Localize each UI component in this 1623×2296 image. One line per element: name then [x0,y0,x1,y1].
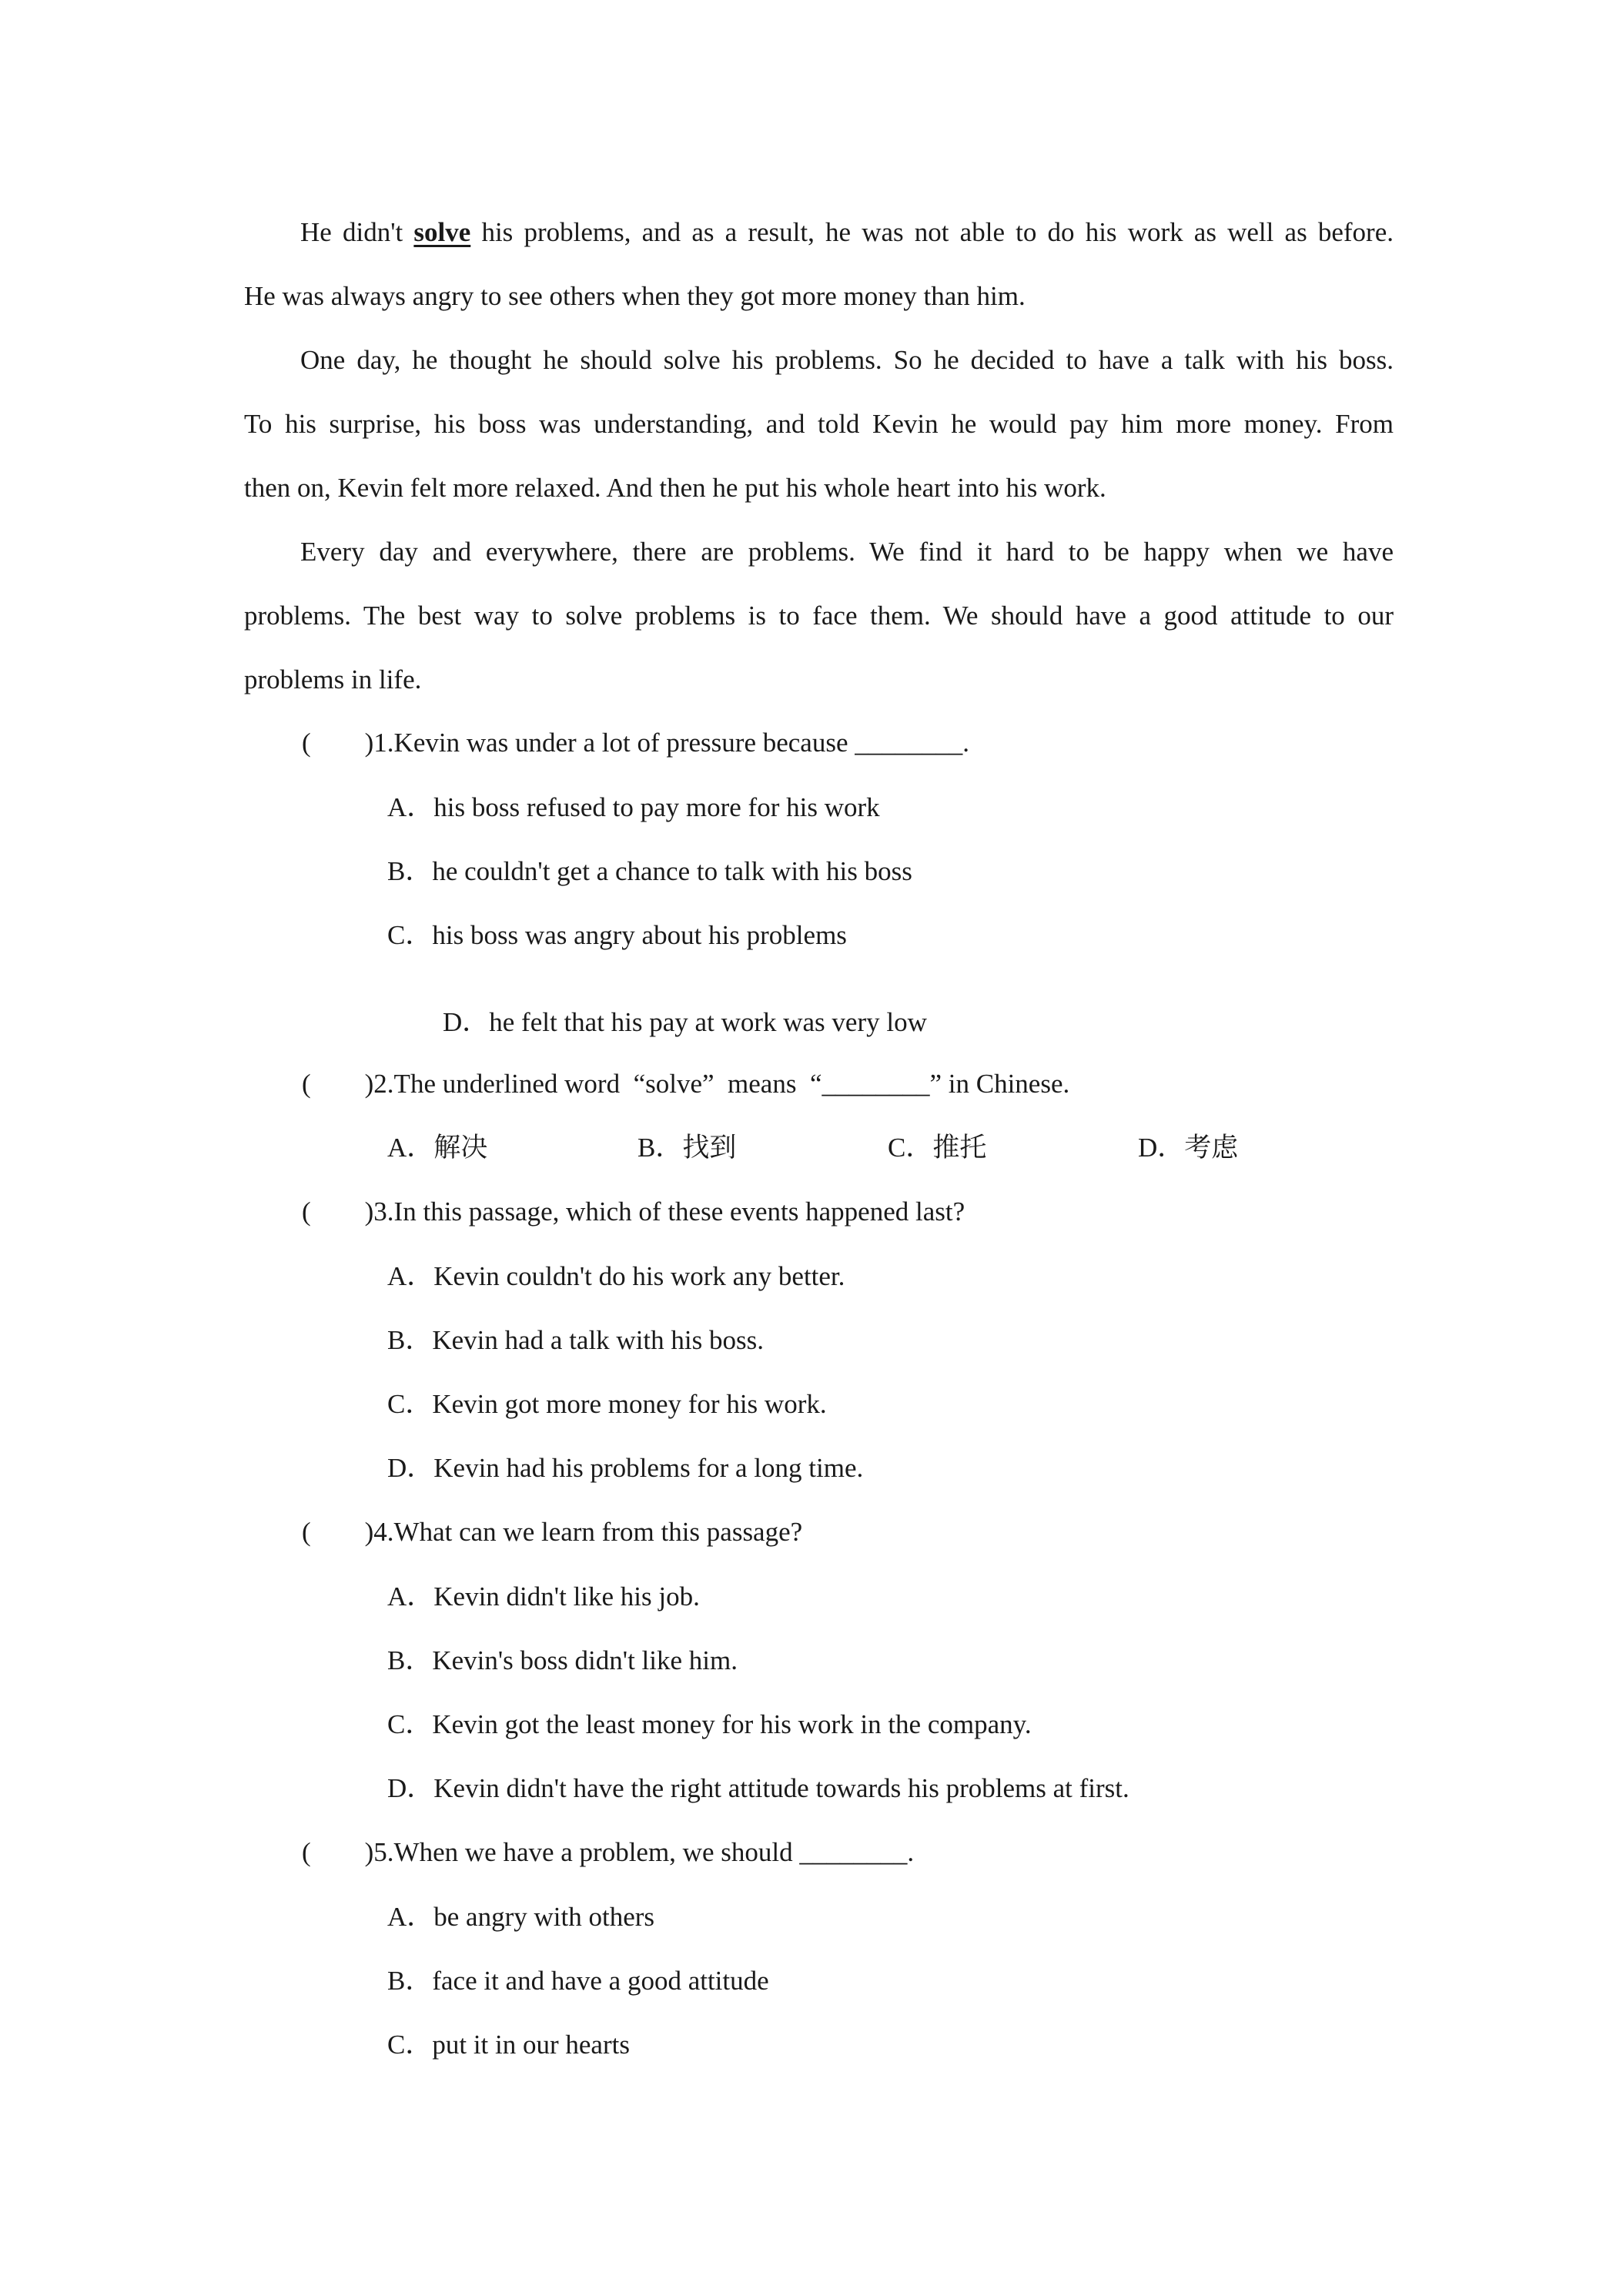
option-b: B．找到 [637,1133,737,1163]
passage-line: problems. The best way to solve problems is to face them. We should have a good attitude to our [244,601,1394,631]
passage-line [244,535,1394,569]
question-stem: ( )5.When we have a problem, we should ________. [302,1837,915,1867]
option-c: C．Kevin got the least money for his work in the company. [387,1709,1032,1739]
option-a: A．解决 [387,1133,488,1163]
option-c: C．Kevin got more money for his work. [387,1389,827,1419]
question-stem: ( )2.The underlined word “solve” means “________” in Chinese. [302,1069,1070,1099]
passage-line [244,216,1394,249]
option-d: D．考虑 [1138,1133,1239,1163]
option-d: D．Kevin didn't have the right attitude towards his problems at first. [387,1773,1129,1803]
passage-line: then on, Kevin felt more relaxed. And then he put his whole heart into his work. [244,473,1106,503]
passage-text: his problems, and as a result, he was not able to do his work as well as before. [470,217,1394,247]
question-stem: ( )3.In this passage, which of these events happened last? [302,1197,965,1227]
passage-line: problems in life. [244,664,422,694]
option-a: A．be angry with others [387,1902,655,1932]
option-b: B．Kevin had a talk with his boss. [387,1325,764,1355]
passage-text: One day, he thought he should solve his problems. So he decided to have a talk with his boss. [300,345,1394,375]
underlined-keyword: solve [413,217,471,247]
passage-line [244,343,1394,377]
passage-line: To his surprise, his boss was understanding, and told Kevin he would pay him more money. From [244,409,1394,439]
option-b: B．face it and have a good attitude [387,1966,769,1996]
option-d: D．Kevin had his problems for a long time. [387,1453,864,1483]
question-stem: ( )4.What can we learn from this passage? [302,1517,803,1547]
option-row [387,1131,1388,1165]
option-b: B．Kevin's boss didn't like him. [387,1645,738,1675]
question-stem: ( )1.Kevin was under a lot of pressure because ________. [302,728,969,758]
passage-line: He was always angry to see others when they got more money than him. [244,281,1026,311]
option-a: A．Kevin couldn't do his work any better. [387,1261,845,1291]
option-c: C．put it in our hearts [387,2030,630,2060]
option-a: A．his boss refused to pay more for his work [387,792,880,822]
option-c: C．推托 [888,1133,987,1163]
passage-text: Every day and everywhere, there are problems. We find it hard to be happy when we have [300,537,1394,567]
option-b: B．he couldn't get a chance to talk with his boss [387,856,912,886]
option-a: A．Kevin didn't like his job. [387,1581,700,1612]
option-d: D．he felt that his pay at work was very low [443,1007,927,1037]
option-c: C．his boss was angry about his problems [387,920,847,950]
passage-text: He didn't [300,217,414,247]
